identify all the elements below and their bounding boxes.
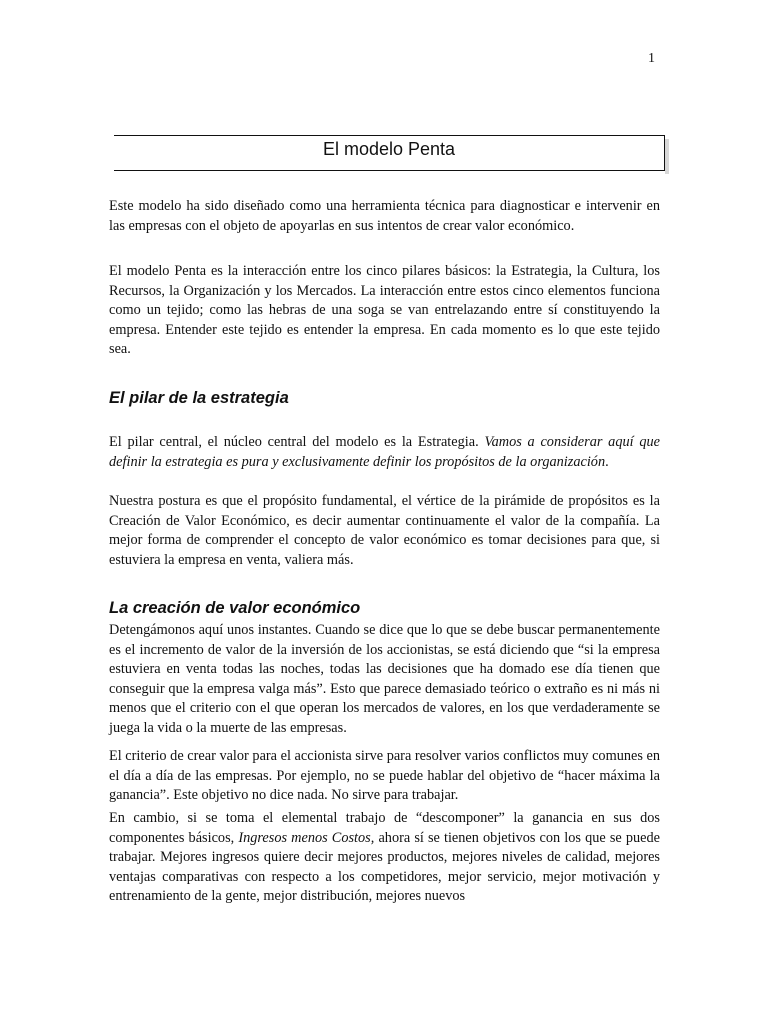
intro-paragraph-1: Este modelo ha sido diseñado como una herramienta técnica para diagnosticar e intervenir en las empresas con el objeto de apoyarlas en sus intentos de crear valor económico. [109,198,660,234]
valor-p3-lead: En cambio, si se toma el elemental trabajo de “descomponer” la ganancia en sus dos componentes básicos, [109,810,660,846]
section-heading-estrategia: El pilar de la estrategia [109,389,289,407]
estrategia-p1-lead: El pilar central, el núcleo central del modelo es la Estrategia. [109,434,479,450]
valor-p3-italic: Ingresos menos Costos, [238,829,375,846]
page-title: El modelo Penta [322,139,456,159]
valor-paragraph-3 [109,809,660,907]
estrategia-paragraph-2: Nuestra postura es que el propósito fundamental, el vértice de la pirámide de propósitos es la Creación de Valor Económico, es decir aumentar continuamente el valor de la compañía. La mejor forma de comprender el concepto de valor económico es tomar decisiones para que, si estuviera la empresa en venta, valiera más. [109,493,660,568]
section-heading-valor: La creación de valor económico [109,599,361,617]
page-number: 1 [648,51,655,66]
estrategia-p1-end: . [605,453,609,470]
title-box [114,135,665,171]
intro-paragraph-2: El modelo Penta es la interacción entre los cinco pilares básicos: la Estrategia, la Cultura, los Recursos, la Organización y los Mercados. La interacción entre estos cinco elementos funciona como un tejido; como las hebras de una soga se van entrelazando entre sí constituyendo la empresa. Entender este tejido es entender la empresa. En cada momento es lo que este tejido sea. [109,263,660,357]
estrategia-paragraph-1 [109,433,660,472]
valor-paragraph-1: Detengámonos aquí unos instantes. Cuando se dice que lo que se debe buscar permanentemente es el incremento de valor de la inversión de los accionistas, se está diciendo que “si la empresa estuviera en venta todas las noches, todas las decisiones que ha domado ese día tienen que conseguir que la empresa valga más”. Esto que parece demasiado teórico o extraño es ni más ni menos que el criterio con el que operan los mercados de valores, en los que verdaderamente se juega la vida o la muerte de las empresas. [109,622,660,736]
estrategia-p1-italic: Vamos a considerar aquí que definir la estrategia es pura y exclusivamente definir los propósitos de la organización [109,434,661,470]
valor-p3-end: ahora sí se tienen objetivos con los que se puede trabajar. Mejores ingresos quiere decir mejores productos, mejores niveles de calidad, mejores ventajas comparativas con respecto a los competidores, mejor servicio, mejor motivación y entrenamiento de la gente, mejor distribución, mejores nuevos [109,829,661,904]
valor-paragraph-2: El criterio de crear valor para el accionista sirve para resolver varios conflictos muy comunes en el día a día de las empresas. Por ejemplo, no se puede hablar del objetivo de “hacer máxima la ganancia”. Este objetivo no dice nada. No sirve para trabajar. [109,748,660,803]
